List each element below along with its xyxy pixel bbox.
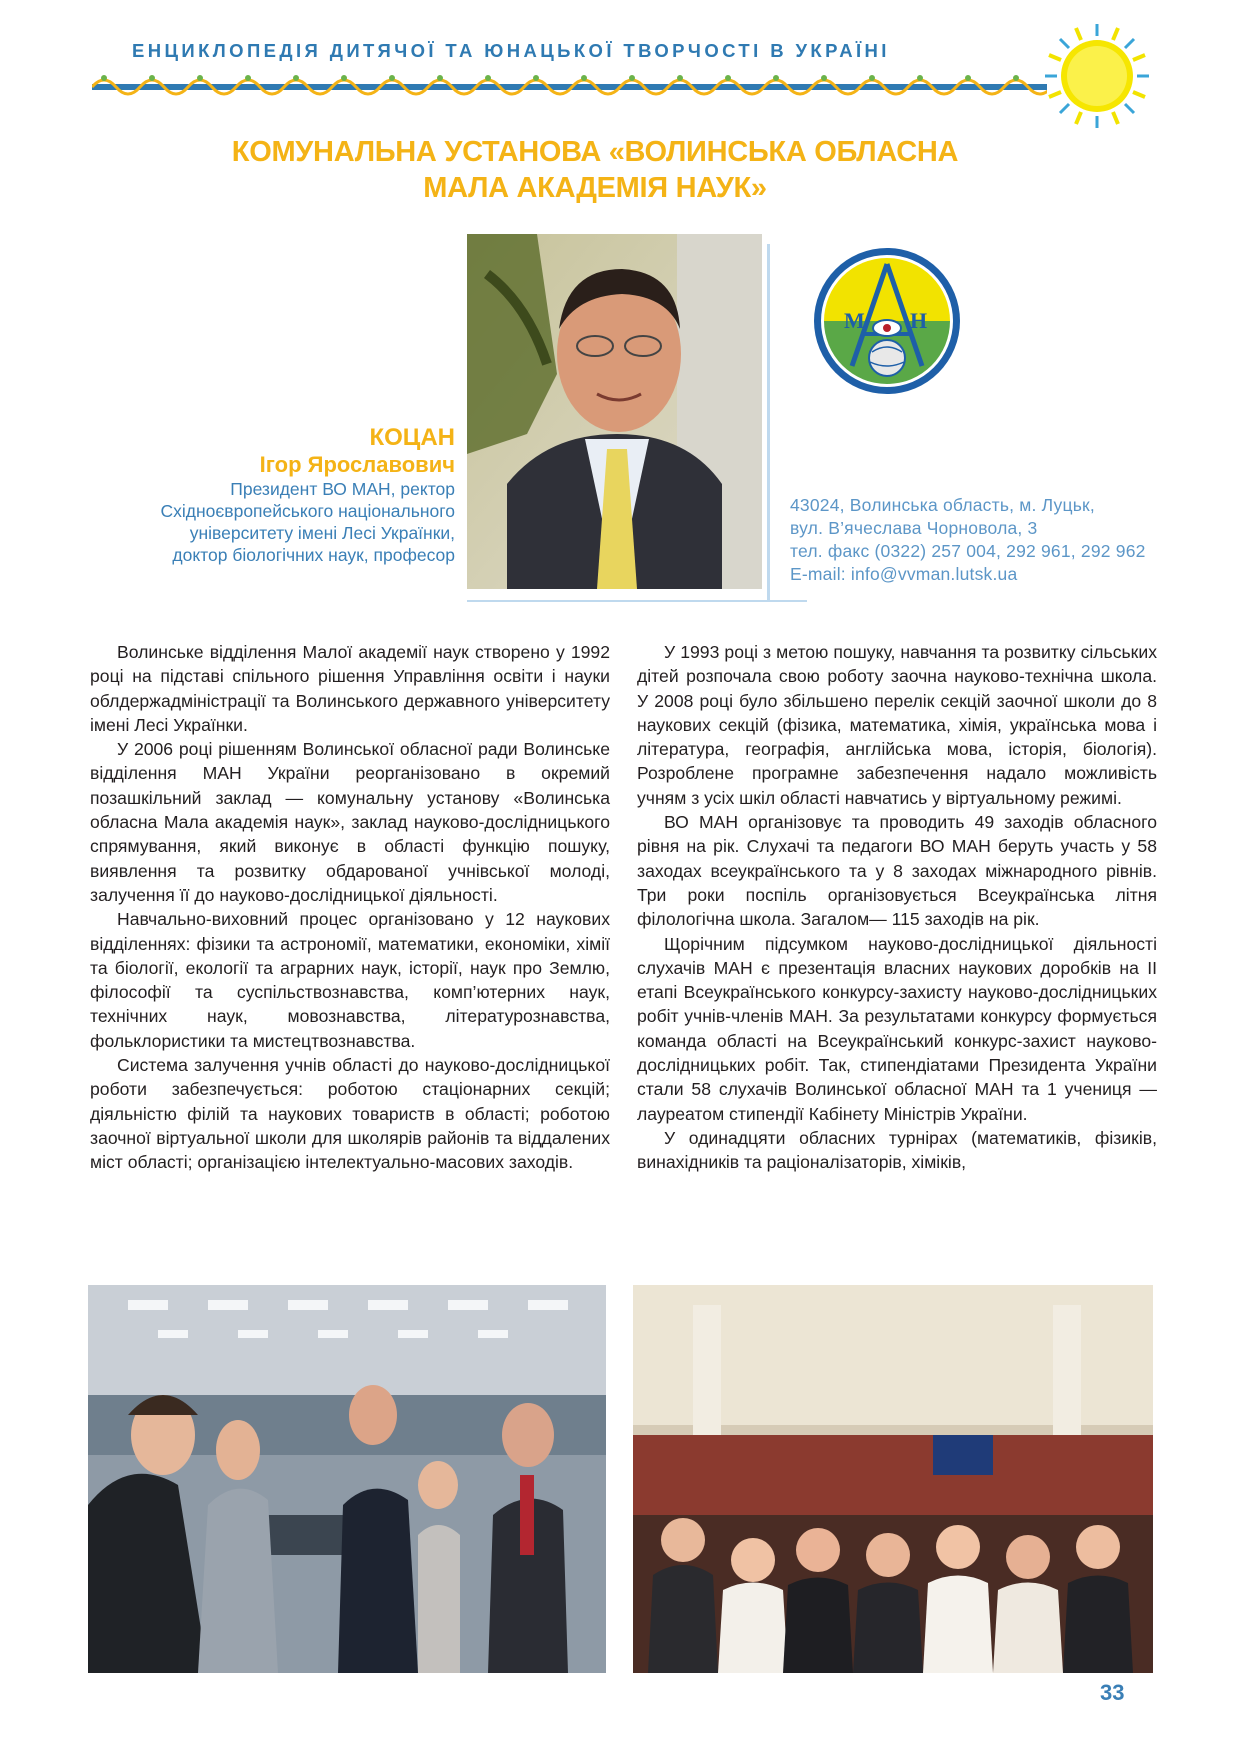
svg-text:Н: Н	[910, 308, 928, 333]
parliament-photo	[633, 1285, 1153, 1673]
svg-text:М: М	[844, 308, 865, 333]
person-given-names: Ігор Ярославович	[259, 452, 455, 477]
article-title	[170, 134, 1020, 206]
portrait-photo	[467, 234, 762, 589]
contact-address-line: 43024, Волинська область, м. Луцьк,	[790, 495, 1095, 515]
person-position-line: доктор біологічних наук, професор	[172, 545, 455, 565]
title-line-2: МАЛА АКАДЕМІЯ НАУК»	[423, 172, 767, 204]
contacts-block	[790, 494, 1190, 586]
paragraph: У 1993 році з метою пошуку, навчання та розвитку сільських дітей розпочала свою роботу заочна науково-технічна школа. У 2008 році було збільшено перелік секцій заочної школи до 8 наукових секцій (фізика, математика, хімія, українська мова і література, географія, англійська мова, історія, біологія). Розроблене програмне забезпечення надало можливість учням з усіх шкіл області навчатись у віртуальному режимі.	[637, 642, 1157, 808]
portrait-frame	[767, 244, 770, 600]
paragraph: Щорічним підсумком науково-дослідницької діяльності слухачів МАН є презентація власних наукових доробків на II етапі Всеукраїнського конкурсу-захисту науково-дослідницьких робіт учнів-членів МАН. За результатами конкурсу формується команда області на Всеукраїнський конкурс-захист науково-дослідницьких робіт. Так, стипендіатами Президента України стали 58 слухачів Волинської обласної МАН та 1 учениця — лауреатом стипендії Кабінету Міністрів України.	[637, 933, 1157, 1124]
exhibition-photo	[88, 1285, 606, 1673]
paragraph: Система залучення учнів області до науково-дослідницької роботи забезпечується: роботою стаціонарних секцій; діяльністю філій та наукових товариств в області; роботою заочної віртуальної школи для школярів районів та віддалених міст області; організацією інтелектуально-масових заходів.	[90, 1055, 610, 1173]
person-position-line: університету імені Лесі Українки,	[189, 523, 455, 543]
contact-email-line: E-mail: info@vvman.lutsk.ua	[790, 564, 1018, 584]
paragraph: У 2006 році рішенням Волинської обласної ради Волинське відділення МАН України реорганізовано в окремий позашкільний заклад — комунальну установу «Волинська обласна Мала академія наук», заклад науково-дослідницького спрямування, який виконує в області функцію пошуку, виявлення та розвитку обдарованої учнівської молоді, залучення її до науково-дослідницької діяльності.	[90, 739, 610, 905]
text-column-left	[90, 640, 610, 1175]
portrait-frame-bottom	[467, 600, 807, 602]
paragraph: Навчально-виховний процес організовано у 12 наукових відділеннях: фізики та астрономії, математики, економіки, хімії та біології, екології та аграрних наук, історії, наук про Землю, філософії та суспільствознавства, комп’ютерних наук, технічних наук, мовознавства, літературознавства, фольклористики та мистецтвознавства.	[90, 909, 610, 1051]
person-block	[110, 424, 455, 566]
paragraph: ВО МАН організовує та проводить 49 заходів обласного рівня на рік. Слухачі та педагоги ВО МАН беруть участь у 58 заходах всеукраїнського та у 8 заходах міжнародного рівнів. Три роки поспіль організовується Всеукраїнська літня філологічна школа. Загалом— 115 заходів на рік.	[637, 812, 1157, 930]
man-emblem-logo	[812, 246, 962, 396]
title-line-1: КОМУНАЛЬНА УСТАНОВА «ВОЛИНСЬКА ОБЛАСНА	[231, 136, 959, 168]
person-position-line: Східноєвропейського національного	[160, 501, 455, 521]
contact-phone-line: тел. факс (0322) 257 004, 292 961, 292 962	[790, 541, 1146, 561]
text-column-right	[637, 640, 1157, 1175]
paragraph: У одинадцяти обласних турнірах (математиків, фізиків, винахідників та раціоналізаторів, хіміків,	[637, 1127, 1157, 1173]
person-position-line: Президент ВО МАН, ректор	[230, 479, 455, 499]
contact-street-line: вул. В’ячеслава Чорновола, 3	[790, 518, 1038, 538]
paragraph: Волинське відділення Малої академії наук створено у 1992 році на підставі спільного рішення Управління освіти і науки облдержадміністрації та Волинського державного університету імені Лесі Українки.	[90, 642, 610, 735]
sun-icon	[1043, 22, 1151, 130]
person-surname: КОЦАН	[369, 424, 455, 451]
running-head: ЕНЦИКЛОПЕДІЯ ДИТЯЧОЇ ТА ЮНАЦЬКОЇ ТВОРЧОСТІ В УКРАЇНІ	[132, 40, 890, 61]
header-ornament	[92, 70, 1047, 104]
page-number: 33	[1100, 1680, 1125, 1705]
